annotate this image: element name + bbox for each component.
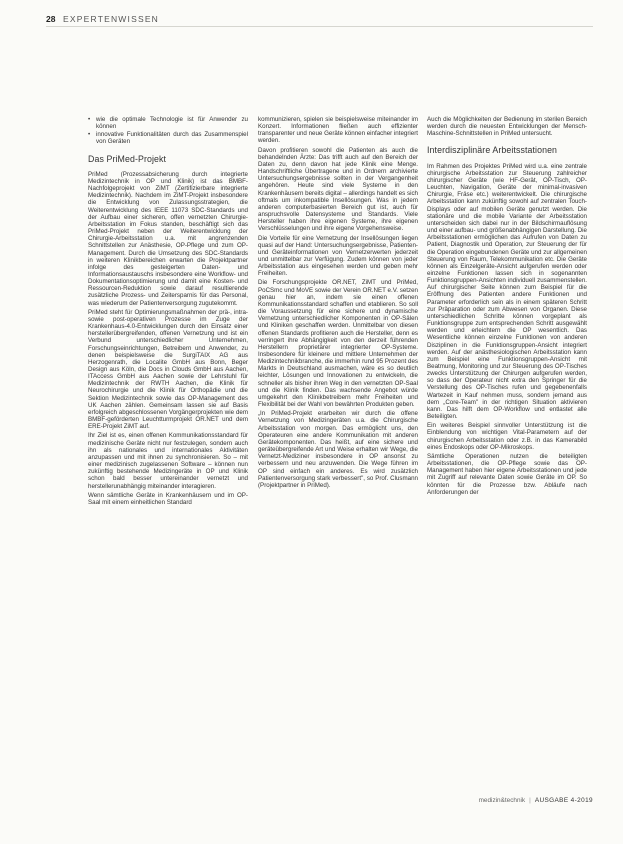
paragraph: Ihr Ziel ist es, einen offenen Kommunikationsstandard für medizinische Geräte nicht nur festzulegen, sondern auch ihn als nationales und internationales Aktivitäten anzupassen und mit ihnen zu synchronisieren. So – mit einer medizinisch zugelassenen Software – können nun zukünftig bestehende Medizingeräte in OP und Klinik schon bald besser untereinander vernetzt und herstellerunabhängig miteinander interagieren. — [88, 432, 248, 490]
paragraph: Sämtliche Operationen nutzen die beteiligten Arbeitsstationen, die OP-Pflege sowie das OP-Management haben hier eigene Arbeitsstationen und jede mit Zugriff auf relevante Daten sowie Geräte im OP. So könnten für die Prozesse bzw. Abläufe nach Anforderungen der — [427, 452, 587, 496]
paragraph: Die Vorteile für eine Vernetzung der Insellösungen liegen quasi auf der Hand: Untersuchungsergebnisse, Patienten- und Geräteinformationen von Vernetzerwerten jederzeit und unmittelbar zur Verfügung. Zudem können von jeder Arbeitsstation aus eingesehen werden und geben mehr Freiheiten. — [258, 234, 418, 278]
column-2 — [258, 116, 418, 491]
page-header — [46, 14, 159, 24]
page-footer: medizin&technik | AUSGABE 4-2019 — [478, 797, 593, 804]
paragraph: Wenn sämtliche Geräte in Krankenhäusern und im OP-Saal mit einem einheitlichen Standard — [88, 491, 248, 506]
paragraph: Davon profitieren sowohl die Patienten als auch die behandelnden Ärzte: Das trifft auch auf den Bereich der Daten zu, denn davon hat jede Klinik eine Menge. Handschriftliche Übertragene und in Ordnern archivierte Untersuchungsergebnisse sollten in der Vergangenheit angehören. Heute sind viele Systeme in den Krankenhäusern bereits digital – allerdings handelt es sich oftmals um inkompatible Insellösungen. Was in jedem anderen computerbasierten Bereich gut ist, auch für anspruchsvolle Datensysteme und Standards. Viele Hersteller haben ihre eigenen Systeme, ihre eigenen Verschlüsselungen und ihre eigene Vorgehensweise. — [258, 146, 418, 233]
bullet-item: • wie die optimale Technologie ist für Anwender zu können — [88, 116, 248, 130]
paragraph: Die Forschungsprojekte OR.NET, ZiMT und PriMed, PoCSmc und MoVE sowie der Verein OR.NET e.V. setzen genau hier an, indem sie einen offenen Kommunikationsstandard schaffen und etablieren. So soll die Voraussetzung für eine sichere und dynamische Vernetzung unterschiedlicher Komponenten in OP-Sälen und Kliniken geschaffen werden. Unmittelbar von diesen offenen Standards profitieren auch die Hersteller, denn es verringert ihre Abhängigkeit von den derzeit führenden Herstellern proprietärer integrierter OP-Systeme. Insbesondere für kleinere und mittlere Unternehmen der Medizintechnikbranche, die immerhin rund 95 Prozent des Markts in Deutschland ausmachen, wäre es so deutlich leichter, Lösungen und Innovationen zu entwickeln, die schneller als bisher ihren Weg in den vernetzten OP-Saal und die Klinik finden. Das wachsende Angebot würde umgekehrt den Klinikbetreibern mehr Freiheiten und Flexibilität bei der Wahl von bewährten Produkten geben. — [258, 279, 418, 409]
paragraph: PriMed steht für Optimierungsmaßnahmen der prä-, intra- sowie post-operativen Prozesse im Zuge der Krankenhaus-4.0-Entwicklungen durch den Einsatz einer herstellerübergreifenden, offenen Vernetzung und ist ein Verbund unterschiedlicher Unternehmen, Forschungseinrichtungen, Betreibern und Anwender, zu denen beispielsweise die SurgiTAIX AG aus Herzogenrath, die Localite GmbH aus Bonn, Beger Design aus Köln, die Docs in Clouds GmbH aus Aachen, ITAccess GmbH aus Aachen sowie der Lehrstuhl für Medizintechnik der RWTH Aachen, die Klinik für Neurochirurgie und die Klinik für Orthopädie und die Sektion Medizintechnik sowie das OP-Management des UK Aachen zählen. Gemeinsam lassen sie auf Basis erfolgreich abgeschlossenen Vorgängerprojekten wie dem BMBF-geförderten Leuchtturmprojekt OR.NET und dem ERE-Projekt ZiMT auf. — [88, 308, 248, 431]
bullet-item: • innovative Funktionalitäten durch das Zusammenspiel von Geräten — [88, 131, 248, 145]
paragraph: „In PriMed-Projekt erarbeiten wir durch die offene Vernetzung von Medizingeräten u.a. die Chirurgische Arbeitsstation von morgen. Das ermöglicht uns, den Operateuren eine andere Kommunikation mit anderen Gerätekomponenten. Das heißt, auf eine sichere und geräteübergreifende Art und Weise erhalten wir Wege, die Vernetzt-Mediziner insbesondere in OP ansonst zu verbessern und neu anzuwenden. Die Wege führen im OP sind einfach ein anderes. Es wird zusätzlich Patientenversorgung stark verbessert", so Prof. Clusmann (Projektpartner in PriMed). — [258, 410, 418, 489]
bullet-list — [88, 116, 248, 146]
paragraph: PriMed (Prozessabsicherung durch integrierte Medizintechnik in OP und Klinik) ist das BMBF-Nachfolgeprojekt von ZiMT (Zertifizierbare integrierte Medizintechnik). Nachdem im ZiMT-Projekt insbesondere die Entwicklung von Zulassungsstrategien, die Weiterentwicklung des IEEE 11073 SDC-Standards und der Aufbau einer sicheren, offen vernetzten Chirurgie-Arbeitsstation im Fokus standen, beschäftigt sich das PriMed-Projekt neben der Weiterentwicklung der Chirurgie-Arbeitsstation u.a. mit angrenzenden Schnittstellen zur Anästhesie, OP-Pflege und zum OP-Management. Durch die Umsetzung des SDC-Standards in weiteren Klinikbereichen erwarten die Projektpartner infolge des gesteigerten Daten- und Informationsaustauschs insbesondere eine Workflow- und Dokumentationsoptimierung und damit eine Kosten- und Ressourcen-Reduktion sowie darauf resultierende zusätzliche Prozess- und Zeitersparnis für das Personal, was wiederum der Patientenversorgung zugutekommt. — [88, 170, 248, 307]
issue-label: AUSGABE 4-2019 — [534, 797, 593, 804]
column-3 — [427, 116, 587, 498]
magazine-name: medizin&technik — [478, 797, 526, 804]
paragraph: kommunizieren, spielen sie beispielsweise miteinander im Konzert. Informationen fließen auch effizienter transparenter und neue Geräte können einfacher integriert werden. — [258, 116, 418, 145]
header-divider — [46, 26, 593, 27]
heading-arbeitsstationen: Interdisziplinäre Arbeitsstationen — [427, 145, 558, 156]
paragraph: Auch die Möglichkeiten der Bedienung im sterilen Bereich werden durch die neuesten Entwicklungen der Mensch-Maschine-Schnittstellen in PriMed untersucht. — [427, 116, 587, 138]
column-1 — [88, 116, 248, 508]
section-title: EXPERTENWISSEN — [63, 14, 160, 24]
paragraph: Im Rahmen des Projektes PriMed wird u.a. eine zentrale chirurgische Arbeitsstation zur Steuerung zahlreicher chirurgischer Geräte (wie HF-Gerät, OP-Tisch, OP-Leuchten, Navigation, Geräte der minimal-invasiven Chirurgie, Fräse etc.) weiterentwickelt. Die chirurgische Arbeitsstation kann zukünftig sowohl auf zentralen Touch-Displays oder auf mobilen Geräte genutzt werden. Die stationäre und die mobile Variante der Arbeitsstation unterscheiden sich dabei nur in der Bildschirmauflösung und einer aufbau- und größenabhängigen Darstellung. Die Arbeitsstationen ermöglichen das Aufrufen von Daten zu Patient, Diagnostik und Operation, zur Steuerung der für die Operation eingebundenen Geräte und zur allgemeinen Steuerung von Raum, Telekommunikation etc. Die Geräte können als Einzelgeräte-Ansicht aufgerufen werden oder einzelne Funktionen lassen sich in sogenannten Funktionsgruppen-Ansichten individuell zusammenstellen. Auf chirurgischer Seite können zum Beispiel für die Eröffnung des Patienten andere Funktionen und Parameter erforderlich sein als in einem späteren Schritt zur Präparation oder zum Abwesen von Organen. Diese unterschiedlichen Schritte können vorgeplant als Funktionsgruppe zum entsprechenden Schritt ausgewählt werden und erleichtern die OP wesentlich. Das Wesentliche können einzelne Funktionen von anderen Disziplinen in die Funktionsgruppen-Ansicht integriert werden. Auf der anästhesiologischen Arbeitsstation kann zum Beispiel eine Funktionsgruppen-Ansicht mit Beatmung, Monitoring und zur Steuerung des OP-Tisches zwecks Unterstützung der Chirurgen aufgerufen werden, so dass der Operateur nicht extra den Springer für die Verstellung des OP-Tisches rufen und gegebenenfalls Wartezeit in Kauf nehmen muss, sondern jemand aus dem „Core-Team" in der richtigen Situation aktivieren kann. Das hilft dem OP-Workflow und entlastet alle Beteiligten. — [427, 162, 587, 421]
paragraph: Ein weiteres Beispiel sinnvoller Unterstützung ist die Einblendung von wichtigen Vital-Parametern auf der chirurgischen Arbeitsstation oder z.B. in das Kamerabild eines Endoskops oder OP-Mikroskops. — [427, 422, 587, 451]
page-number: 28 — [46, 14, 56, 24]
heading-primed-projekt: Das PriMed-Projekt — [88, 153, 167, 164]
